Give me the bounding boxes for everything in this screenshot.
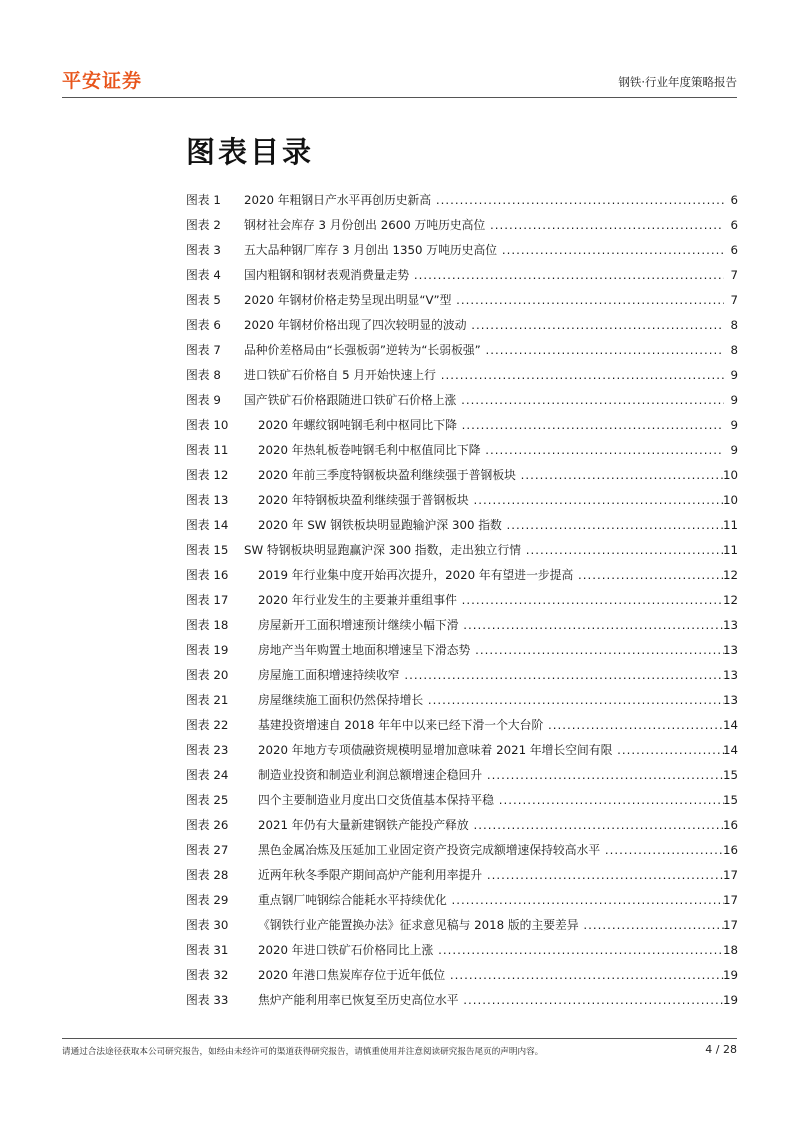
toc-entry[interactable]	[186, 213, 738, 238]
toc-entry[interactable]	[186, 313, 738, 338]
toc-entry-page: 12	[722, 593, 738, 607]
toc-entry[interactable]	[186, 438, 738, 463]
toc-entry-number: 图表 33	[186, 993, 229, 1007]
toc-entry[interactable]	[186, 588, 738, 613]
toc-entry-title[interactable]: 制造业投资和制造业利润总额增速企稳回升 .....	[258, 763, 724, 788]
toc-entry-page: 8	[730, 343, 738, 357]
toc-entry-title[interactable]: 2020 年地方专项债融资规模明显增加意味着 2021 年增长空间有限 .....	[258, 738, 724, 763]
toc-entry-page: 9	[730, 443, 738, 457]
toc-entry-title[interactable]: 四个主要制造业月度出口交货值基本保持平稳 .....	[258, 788, 724, 813]
toc-entry-number: 图表 24	[186, 768, 229, 782]
toc-entry-number: 图表 5	[186, 293, 221, 307]
toc-entry-page: 9	[730, 418, 738, 432]
toc-entry[interactable]	[186, 713, 738, 738]
toc-entry-page: 6	[730, 218, 738, 232]
toc-entry[interactable]	[186, 813, 738, 838]
toc-entry-page: 16	[722, 818, 738, 832]
toc-entry[interactable]	[186, 913, 738, 938]
toc-entry[interactable]	[186, 363, 738, 388]
table-of-figures	[186, 188, 738, 1013]
toc-entry-page: 6	[730, 243, 738, 257]
toc-entry-title[interactable]: 2020 年热轧板卷吨钢毛利中枢值同比下降 .....	[258, 438, 724, 463]
toc-entry-number: 图表 26	[186, 818, 229, 832]
toc-entry-title[interactable]: 重点钢厂吨钢综合能耗水平持续优化 .....	[258, 888, 724, 913]
toc-entry-number: 图表 19	[186, 643, 229, 657]
toc-entry-number: 图表 11	[186, 443, 229, 457]
toc-entry-page: 17	[722, 868, 738, 882]
toc-entry-number: 图表 16	[186, 568, 229, 582]
toc-entry[interactable]	[186, 238, 738, 263]
toc-entry-title[interactable]: 房屋继续施工面积仍然保持增长 .....	[258, 688, 724, 713]
toc-entry[interactable]	[186, 838, 738, 863]
toc-entry-title[interactable]: 房屋新开工面积增速预计继续小幅下滑 .....	[258, 613, 724, 638]
toc-entry-title[interactable]: 黑色金属冶炼及压延加工业固定资产投资完成额增速保持较高水平 .....	[258, 838, 724, 863]
toc-entry[interactable]	[186, 263, 738, 288]
toc-entry-title[interactable]: 国内粗钢和钢材表观消费量走势 .....	[244, 263, 724, 288]
toc-entry-page: 15	[722, 793, 738, 807]
footer-disclaimer: 请通过合法途径获取本公司研究报告，如经由未经许可的渠道获得研究报告，请慎重使用并注意阅读研究报告尾页的声明内容。	[62, 1047, 544, 1057]
toc-entry-page: 7	[730, 268, 738, 282]
header-divider	[62, 97, 737, 98]
toc-entry-page: 12	[722, 568, 738, 582]
toc-entry[interactable]	[186, 663, 738, 688]
report-title: 钢铁·行业年度策略报告	[618, 75, 737, 89]
toc-entry-number: 图表 23	[186, 743, 229, 757]
toc-entry-page: 18	[722, 943, 738, 957]
toc-entry-number: 图表 1	[186, 193, 221, 207]
toc-entry-page: 17	[722, 893, 738, 907]
toc-entry-title[interactable]: 房地产当年购置土地面积增速呈下滑态势 .....	[258, 638, 724, 663]
toc-entry-title[interactable]: 钢材社会库存 3 月份创出 2600 万吨历史高位 .....	[244, 213, 724, 238]
toc-entry[interactable]	[186, 988, 738, 1013]
toc-entry-number: 图表 17	[186, 593, 229, 607]
toc-entry[interactable]	[186, 863, 738, 888]
toc-entry-title[interactable]: 2020 年特钢板块盈利继续强于普钢板块 .....	[258, 488, 724, 513]
page-header	[62, 62, 737, 98]
toc-entry-number: 图表 22	[186, 718, 229, 732]
toc-entry[interactable]	[186, 288, 738, 313]
page-title: 图表目录	[186, 135, 315, 169]
toc-entry-title[interactable]: 品种价差格局由“长强板弱”逆转为“长弱板强” .....	[244, 338, 724, 363]
toc-entry[interactable]	[186, 613, 738, 638]
toc-entry-page: 6	[730, 193, 738, 207]
toc-entry[interactable]	[186, 763, 738, 788]
toc-entry-page: 19	[722, 993, 738, 1007]
toc-entry-number: 图表 30	[186, 918, 229, 932]
toc-entry-number: 图表 8	[186, 368, 221, 382]
toc-entry-number: 图表 25	[186, 793, 229, 807]
toc-entry-number: 图表 21	[186, 693, 229, 707]
toc-entry-page: 14	[722, 743, 738, 757]
toc-entry-title[interactable]: 五大品种钢厂库存 3 月创出 1350 万吨历史高位 .....	[244, 238, 724, 263]
toc-entry[interactable]	[186, 563, 738, 588]
toc-entry[interactable]	[186, 738, 738, 763]
toc-entry-number: 图表 20	[186, 668, 229, 682]
toc-entry-page: 17	[722, 918, 738, 932]
toc-entry-number: 图表 15	[186, 543, 229, 557]
toc-entry-number: 图表 32	[186, 968, 229, 982]
toc-entry-title[interactable]: 2020 年钢材价格出现了四次较明显的波动 .....	[244, 313, 724, 338]
toc-entry-title[interactable]: SW 特钢板块明显跑赢沪深 300 指数，走出独立行情 .....	[244, 538, 724, 563]
toc-entry-number: 图表 18	[186, 618, 229, 632]
toc-entry-page: 9	[730, 393, 738, 407]
toc-entry[interactable]	[186, 513, 738, 538]
toc-entry-title[interactable]: 2020 年前三季度特钢板块盈利继续强于普钢板块 .....	[258, 463, 724, 488]
toc-entry-page: 9	[730, 368, 738, 382]
toc-entry-title[interactable]: 房屋施工面积增速持续收窄 .....	[258, 663, 724, 688]
toc-entry-title[interactable]: 进口铁矿石价格自 5 月开始快速上行 .....	[244, 363, 724, 388]
toc-entry-title[interactable]: 《钢铁行业产能置换办法》征求意见稿与 2018 版的主要差异 .....	[258, 913, 724, 938]
toc-entry[interactable]	[186, 413, 738, 438]
toc-entry[interactable]	[186, 463, 738, 488]
toc-entry-number: 图表 2	[186, 218, 221, 232]
toc-entry-number: 图表 28	[186, 868, 229, 882]
toc-entry-page: 16	[722, 843, 738, 857]
toc-entry[interactable]	[186, 688, 738, 713]
toc-entry-title[interactable]: 2020 年港口焦炭库存位于近年低位 .....	[258, 963, 724, 988]
page-number: 4 / 28	[705, 1043, 737, 1056]
toc-entry-page: 10	[722, 468, 738, 482]
toc-entry-number: 图表 29	[186, 893, 229, 907]
toc-entry-title[interactable]: 2020 年钢材价格走势呈现出明显“V”型 .....	[244, 288, 724, 313]
toc-entry-number: 图表 9	[186, 393, 221, 407]
toc-entry-number: 图表 12	[186, 468, 229, 482]
toc-entry-title[interactable]: 2020 年 SW 钢铁板块明显跑输沪深 300 指数 .....	[258, 513, 724, 538]
toc-entry[interactable]	[186, 338, 738, 363]
toc-entry[interactable]	[186, 788, 738, 813]
toc-entry-page: 15	[722, 768, 738, 782]
toc-entry-title[interactable]: 国产铁矿石价格跟随进口铁矿石价格上涨 .....	[244, 388, 724, 413]
toc-entry-page: 10	[722, 493, 738, 507]
toc-entry-title[interactable]: 2020 年螺纹钢吨钢毛利中枢同比下降 .....	[258, 413, 724, 438]
toc-entry-title[interactable]: 2021 年仍有大量新建钢铁产能投产释放 .....	[258, 813, 724, 838]
toc-entry[interactable]	[186, 938, 738, 963]
toc-entry-number: 图表 7	[186, 343, 221, 357]
toc-entry-page: 13	[722, 668, 738, 682]
toc-entry-title[interactable]: 焦炉产能利用率已恢复至历史高位水平 .....	[258, 988, 724, 1013]
toc-entry-number: 图表 4	[186, 268, 221, 282]
toc-entry-number: 图表 6	[186, 318, 221, 332]
toc-entry-page: 7	[730, 293, 738, 307]
toc-entry[interactable]	[186, 638, 738, 663]
toc-entry[interactable]	[186, 488, 738, 513]
toc-entry-title[interactable]: 近两年秋冬季限产期间高炉产能利用率提升 .....	[258, 863, 724, 888]
toc-entry[interactable]	[186, 963, 738, 988]
toc-entry-title[interactable]: 2019 年行业集中度开始再次提升，2020 年有望进一步提高 .....	[258, 563, 724, 588]
toc-entry-page: 11	[722, 518, 738, 532]
toc-entry-page: 13	[722, 643, 738, 657]
toc-entry-number: 图表 31	[186, 943, 229, 957]
toc-entry[interactable]	[186, 388, 738, 413]
toc-entry-number: 图表 27	[186, 843, 229, 857]
toc-entry-page: 11	[722, 543, 738, 557]
toc-entry-number: 图表 3	[186, 243, 221, 257]
brand-logo: 平安证券	[62, 70, 143, 92]
toc-entry-page: 13	[722, 618, 738, 632]
toc-entry-page: 8	[730, 318, 738, 332]
footer-divider	[62, 1038, 737, 1039]
toc-entry[interactable]	[186, 888, 738, 913]
toc-entry-title[interactable]: 2020 年行业发生的主要兼并重组事件 .....	[258, 588, 724, 613]
toc-entry-page: 13	[722, 693, 738, 707]
toc-entry-title[interactable]: 基建投资增速自 2018 年年中以来已经下滑一个大台阶 .....	[258, 713, 724, 738]
toc-entry-number: 图表 10	[186, 418, 229, 432]
toc-entry-title[interactable]: 2020 年粗钢日产水平再创历史新高 .....	[244, 188, 724, 213]
toc-entry-page: 14	[722, 718, 738, 732]
toc-entry-number: 图表 13	[186, 493, 229, 507]
toc-entry-page: 19	[722, 968, 738, 982]
toc-entry-title[interactable]: 2020 年进口铁矿石价格同比上涨 .....	[258, 938, 724, 963]
toc-entry-number: 图表 14	[186, 518, 229, 532]
toc-entry[interactable]	[186, 538, 738, 563]
toc-entry[interactable]	[186, 188, 738, 213]
